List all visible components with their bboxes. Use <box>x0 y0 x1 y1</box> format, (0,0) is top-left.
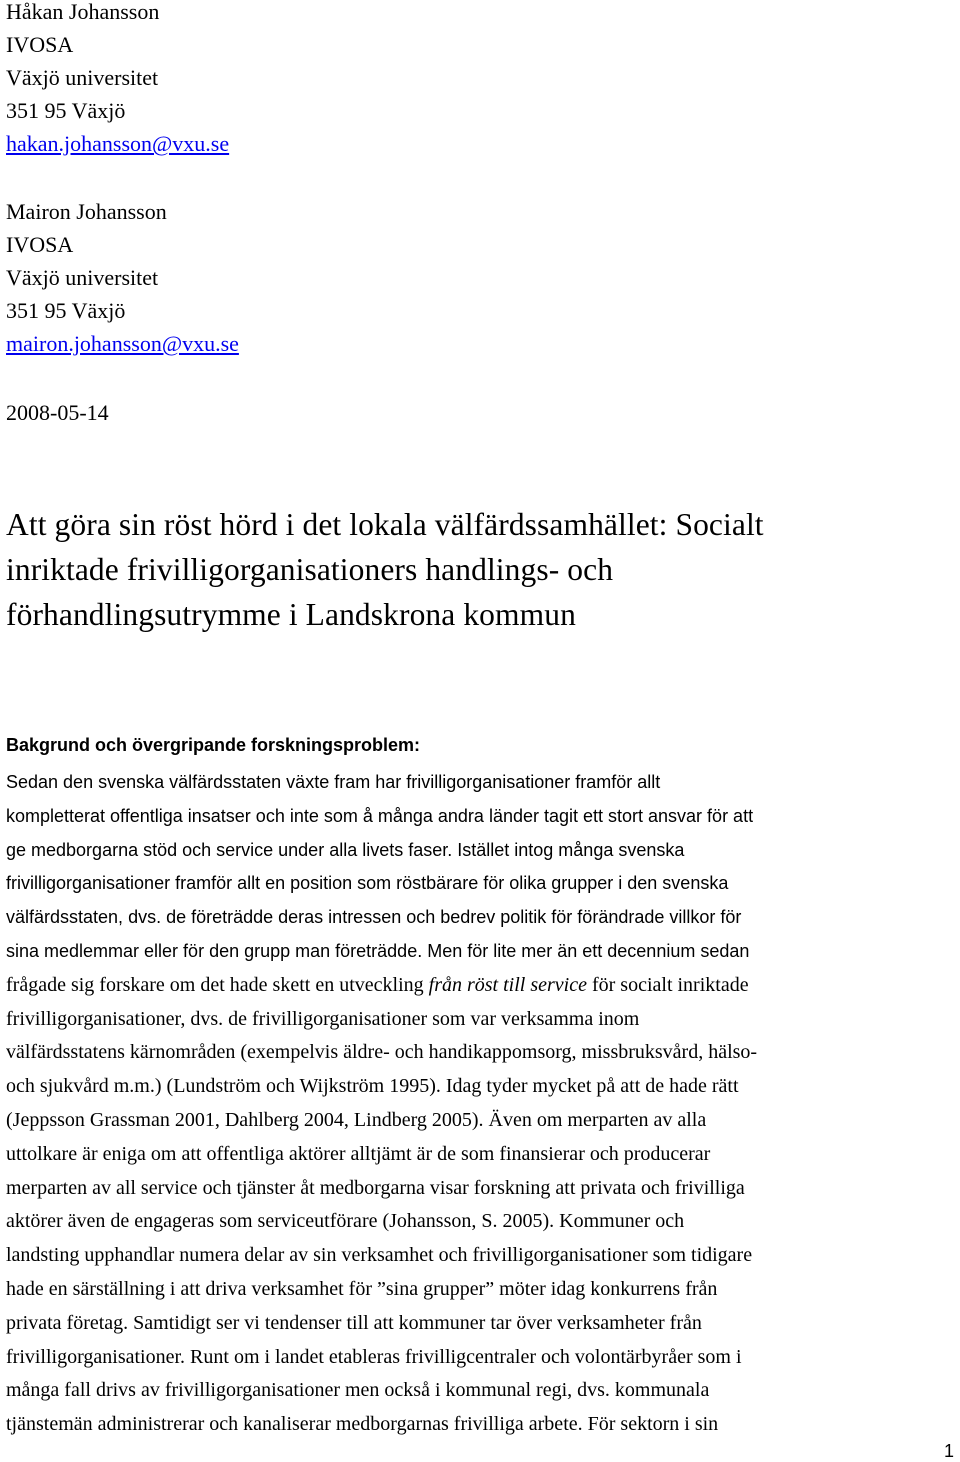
author-university: Växjö universitet <box>6 265 159 290</box>
body-line: frivilligorganisationer. Runt om i landet etableras frivilligcentraler och volontärbyråer som i <box>6 1345 742 1368</box>
body-line-italic-phrase: från röst till service <box>428 973 587 996</box>
body-line: många fall drivs av frivilligorganisationer men också i kommunal regi, dvs. kommunala <box>6 1379 710 1402</box>
body-line-text: för socialt inriktade <box>586 973 749 996</box>
title-line: förhandlingsutrymme i Landskrona kommun <box>6 597 576 632</box>
author-department: IVOSA <box>6 32 74 57</box>
body-text <box>6 766 757 1442</box>
body-line: merparten av all service och tjänster åt medborgarna visar forskning att privata och frivilliga <box>6 1176 745 1199</box>
title-line: Att göra sin röst hörd i det lokala välfärdssamhället: Socialt <box>6 507 764 542</box>
author-postal-address: 351 95 Växjö <box>6 298 126 323</box>
body-line: frivilligorganisationer framför allt en position som röstbärare för olika grupper i den svenska <box>6 873 729 894</box>
body-line: sina medlemmar eller för den grupp man företrädde. Men för lite mer än ett decennium sedan <box>6 940 750 961</box>
body-line: tjänstemän administrerar och kanaliserar medborgarnas frivilliga arbete. För sektorn i sin <box>6 1413 719 1436</box>
document-date: 2008-05-14 <box>6 400 109 425</box>
body-line: landsting upphandlar numera delar av sin verksamhet och frivilligorganisationer som tidigare <box>6 1244 753 1267</box>
body-line: välfärdsstatens kärnområden (exempelvis äldre- och handikappomsorg, missbruksvård, hälso- <box>6 1041 758 1064</box>
author-name: Mairon Johansson <box>6 199 167 224</box>
body-line <box>6 969 757 1003</box>
body-line: Sedan den svenska välfärdsstaten växte fram har frivilligorganisationer framför allt <box>6 772 661 792</box>
body-line: uttolkare är eniga om att offentliga aktörer alltjämt är de som finansierar och producerar <box>6 1142 711 1165</box>
author-postal-address: 351 95 Växjö <box>6 98 126 123</box>
body-line: aktörer även de engageras som serviceutförare (Johansson, S. 2005). Kommuner och <box>6 1210 685 1233</box>
body-line: frivilligorganisationer, dvs. de frivilligorganisationer som var verksamma inom <box>6 1007 640 1030</box>
body-line: kompletterat offentliga insatser och inte som å många andra länder tagit ett stort ansvar för att <box>6 805 754 826</box>
author-block-1 <box>6 0 229 160</box>
body-line: (Jeppsson Grassman 2001, Dahlberg 2004, Lindberg 2005). Även om merparten av alla <box>6 1108 707 1131</box>
body-line: ge medborgarna stöd och service under alla livets faser. Istället intog många svenska <box>6 839 685 860</box>
author-email-link[interactable]: hakan.johansson@vxu.se <box>6 131 230 156</box>
section-heading: Bakgrund och övergripande forskningsproblem: <box>6 735 421 755</box>
author-university: Växjö universitet <box>6 65 159 90</box>
body-line-text: frågade sig forskare om det hade skett en utveckling <box>6 973 429 996</box>
title-line: inriktade frivilligorganisationers handlings- och <box>6 552 614 587</box>
body-line: hade en särställning i att driva verksamhet för ”sina grupper” möter idag konkurrens från <box>6 1277 718 1300</box>
page-number: 1 <box>943 1441 954 1461</box>
body-line: välfärdsstaten, dvs. de företrädde deras intressen och bedrev politik för förändrade villkor för <box>6 907 742 928</box>
body-line: privata företag. Samtidigt ser vi tendenser till att kommuner tar över verksamheter från <box>6 1311 702 1334</box>
author-email-link[interactable]: mairon.johansson@vxu.se <box>6 331 239 356</box>
author-name: Håkan Johansson <box>6 0 160 24</box>
body-line: och sjukvård m.m.) (Lundström och Wijkström 1995). Idag tyder mycket på att de hade rätt <box>6 1075 739 1098</box>
author-department: IVOSA <box>6 232 74 257</box>
document-title <box>6 502 946 637</box>
author-block-2 <box>6 195 239 360</box>
